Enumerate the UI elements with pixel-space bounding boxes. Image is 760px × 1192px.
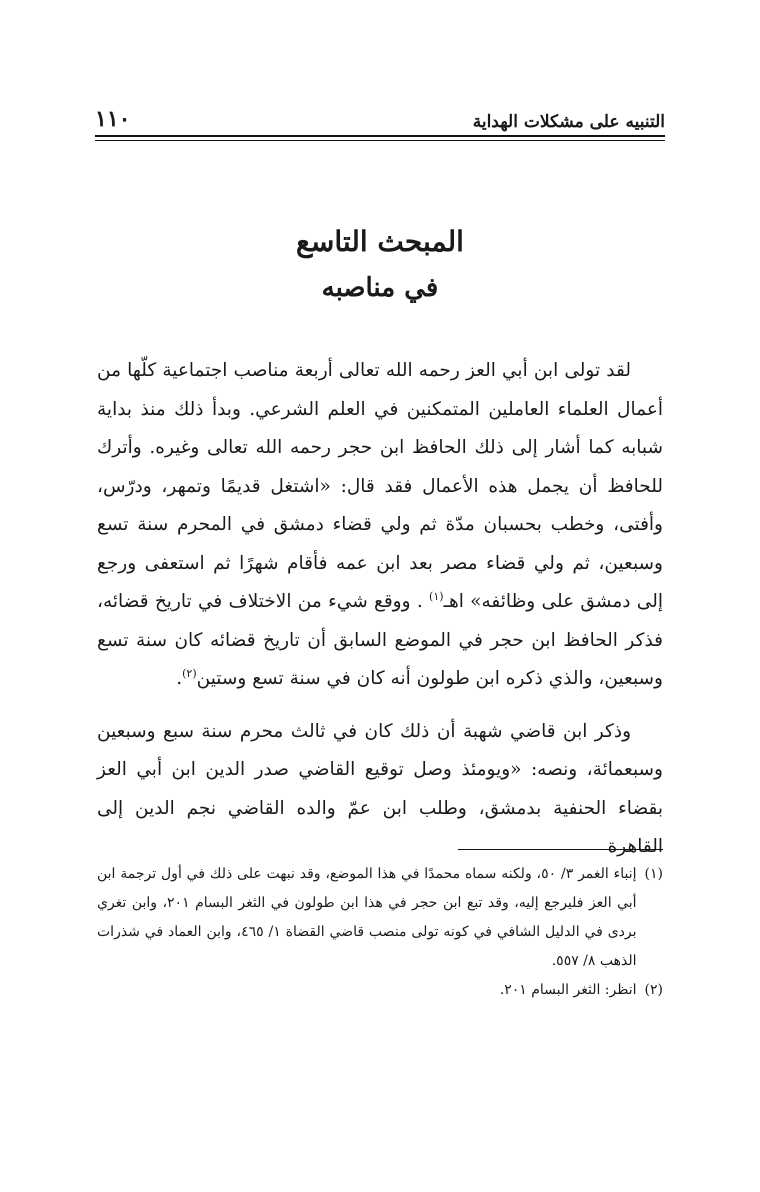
running-header — [95, 96, 665, 132]
footnote-separator — [458, 849, 663, 850]
header-rule-thin — [95, 140, 665, 141]
footnote-ref-2[interactable]: (٢) — [182, 666, 197, 680]
footnote-2-mark: (٢) — [644, 982, 663, 998]
paragraph-1-text-b: . ووقع شيء من الاختلاف في تاريخ قضائه، فذكر الحافظ ابن حجر في الموضع السابق أن تاريخ قضائه كان سنة تسع وسبعين، والذي ذكره ابن طولون أنه كان في سنة تسع وستين — [97, 591, 663, 689]
footnotes — [97, 860, 663, 1005]
footnote-2 — [97, 976, 663, 1005]
running-title: التنبيه على مشكلات الهداية — [472, 112, 665, 132]
footnote-ref-1[interactable]: (١) — [429, 589, 444, 603]
footnote-1-mark: (١) — [644, 866, 663, 882]
paragraph-1-text-a: لقد تولى ابن أبي العز رحمه الله تعالى أربعة مناصب اجتماعية كلّها من أعمال العلماء العاملين المتمكنين في العلم الشرعي. وبدأ ذلك منذ بداية شبابه كما أشار إلى ذلك الحافظ ابن حجر رحمه الله تعالى وغيره. وأترك للحافظ أن يجمل هذه الأعمال فقد قال: «اشتغل قديمًا وتمهر، ودرّس، وأفتى، وخطب بحسبان مدّة ثم ولي قضاء دمشق في المحرم سنة تسع وسبعين، ثم ولي قضاء مصر بعد ابن عمه فأقام شهرًا ثم استعفى ورجع إلى دمشق على وظائفه» اهـ — [97, 360, 663, 612]
footnote-1-text: إنباء الغمر ٣/ ٥٠، ولكنه سماه محمدًا في هذا الموضع، وقد نبهت على ذلك في أول ترجمة ابن أبي العز فليرجع إليه، وقد تبع ابن حجر في هذا ابن طولون في الثغر البسام ٢٠١، وابن تغري بردى في الدليل الشافي في كونه تولى منصب قاضي القضاة ١/ ٤٦٥، وابن العماد في شذرات الذهب ٨/ ٥٥٧. — [97, 866, 637, 969]
header-rule-thick — [95, 135, 665, 137]
paragraph-2: وذكر ابن قاضي شهبة أن ذلك كان في ثالث محرم سنة سبع وسبعين وسبعمائة، ونصه: «ويومئذ وصل توقيع القاضي صدر الدين ابن أبي العز بقضاء الحنفية بدمشق، وطلب ابن عمّ والده القاضي نجم الدين إلى القاهرة — [97, 720, 663, 857]
page-number: ١١٠ — [95, 106, 131, 132]
footnote-1 — [97, 860, 663, 976]
paragraph-1-text-c: . — [176, 668, 183, 689]
chapter-subtitle: في مناصبه — [321, 273, 439, 303]
footnote-2-text: انظر: الثغر البسام ٢٠١. — [499, 982, 637, 998]
paragraph-1 — [97, 352, 663, 699]
body-text — [97, 352, 663, 867]
chapter-title: المبحث التاسع — [296, 225, 464, 258]
